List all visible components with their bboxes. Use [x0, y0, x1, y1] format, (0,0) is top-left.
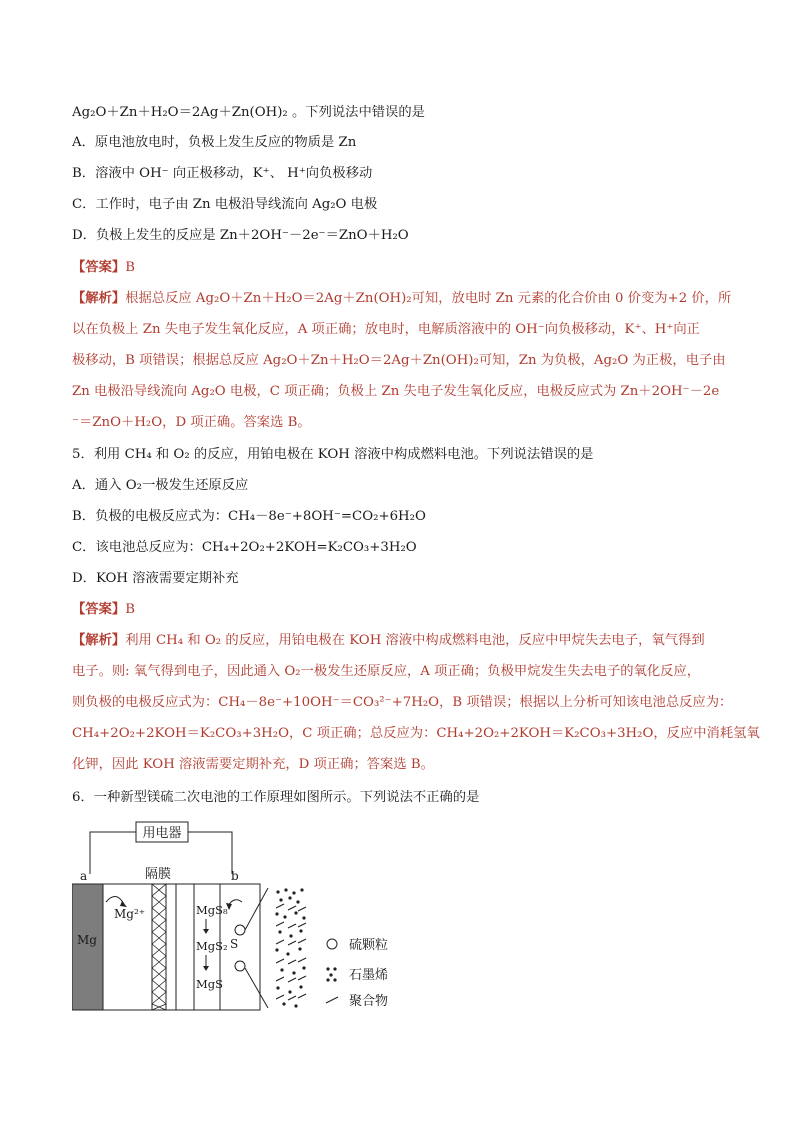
magnified-structure — [275, 888, 306, 1007]
answer-line-5 — [72, 601, 732, 619]
wire-right — [188, 832, 232, 874]
mgs-label: MgS — [196, 977, 224, 991]
question6-stem: 6．一种新型镁硫二次电池的工作原理如图所示。下列说法不正确的是 — [72, 790, 480, 805]
explanation-tag: 【解析】 — [72, 633, 126, 648]
battery-diagram — [72, 818, 412, 1018]
legend-sulfur-icon — [327, 939, 337, 949]
explanation-4-line1 — [72, 290, 732, 308]
answer-value: B — [125, 260, 135, 275]
mgs2-label: MgS₂ — [196, 939, 228, 953]
membrane — [152, 884, 166, 1010]
answer-line-4 — [72, 259, 732, 277]
explanation-4-line2: 以在负极上 Zn 失电子发生氧化反应，A 项正确；放电时，电解质溶液中的 OH⁻向负极移动，K⁺、H⁺向正 — [72, 322, 700, 337]
explanation-tag: 【解析】 — [72, 291, 126, 306]
answer-tag: 【答案】 — [72, 602, 126, 617]
question5-stem: 5．利用 CH₄ 和 O₂ 的反应，用铂电极在 KOH 溶液中构成燃料电池。下列说法错误的是 — [72, 447, 594, 462]
device-label: 用电器 — [142, 826, 182, 841]
legend-graphene-icon — [326, 967, 336, 981]
mg-electrode-label: Mg — [77, 933, 97, 947]
mg-ion-label: Mg²⁺ — [114, 907, 146, 921]
question5-option-a: A．通入 O₂一极发生还原反应 — [72, 478, 249, 493]
explanation-5-line4: CH₄+2O₂+2KOH＝K₂CO₃+3H₂O，C 项正确；总反应为：CH₄+2O₂+2KOH＝K₂CO₃+3H₂O，反应中消耗氢氧 — [72, 726, 760, 741]
mgs8-label: MgS₈ — [196, 903, 228, 917]
question4-option-b: B．溶液中 OH⁻ 向正极移动，K⁺、 H⁺向负极移动 — [72, 166, 373, 181]
question4-option-a: A．原电池放电时，负极上发生反应的物质是 Zn — [72, 135, 357, 150]
membrane-label: 隔膜 — [144, 867, 172, 882]
explanation-4-line3: 极移动，B 项错误；根据总反应 Ag₂O＋Zn＋H₂O＝2Ag＋Zn(OH)₂可知，Zn 为负极，Ag₂O 为正极，电子由 — [72, 353, 726, 368]
explanation-5-line1 — [72, 632, 732, 650]
explanation-5-line2: 电子。则: 氧气得到电子，因此通入 O₂一极发生还原反应，A 项正确；负极甲烷发生失去电子的氧化反应， — [72, 664, 701, 679]
mg-electrode — [72, 884, 103, 1010]
explanation-5-line3: 则负极的电极反应式为：CH₄－8e⁻+10OH⁻＝CO₃²⁻+7H₂O，B 项错误；根据以上分析可知该电池总反应为： — [72, 695, 733, 710]
wire-left — [90, 832, 136, 874]
legend-polymer-label: 聚合物 — [349, 994, 389, 1009]
question5-option-b: B．负极的电极反应式为：CH₄－8e⁻+8OH⁻=CO₂+6H₂O — [72, 509, 426, 524]
question4-option-c: C．工作时，电子由 Zn 电极沿导线流向 Ag₂O 电极 — [72, 197, 378, 212]
question4-stem-tail: Ag₂O＋Zn＋H₂O＝2Ag＋Zn(OH)₂ 。下列说法中错误的是 — [72, 105, 425, 120]
s-label: S — [230, 937, 239, 951]
legend-polymer-icon — [326, 997, 338, 1003]
answer-value: B — [125, 602, 135, 617]
legend-sulfur-label: 硫颗粒 — [349, 938, 389, 953]
explanation-4-line4: Zn 电极沿导线流向 Ag₂O 电极，C 项正确；负极上 Zn 失电子发生氧化反应，电极反应式为 Zn＋2OH⁻－2e — [72, 384, 720, 399]
sulfur-particle-1 — [235, 925, 245, 935]
explanation-4-line5: ⁻＝ZnO＋H₂O，D 项正确。答案选 B。 — [72, 415, 311, 430]
question5-option-d: D．KOH 溶液需要定期补充 — [72, 571, 239, 586]
explanation-5-line5: 化钾，因此 KOH 溶液需要定期补充，D 项正确；答案选 B。 — [72, 757, 434, 772]
legend-graphene-label: 石墨烯 — [349, 968, 389, 983]
explanation-text: 利用 CH₄ 和 O₂ 的反应，用铂电极在 KOH 溶液中构成燃料电池，反应中甲烷失去电子，氧气得到 — [125, 633, 705, 648]
sulfur-particle-2 — [235, 961, 245, 971]
question4-option-d: D．负极上发生的反应是 Zn＋2OH⁻－2e⁻＝ZnO＋H₂O — [72, 228, 409, 243]
electrode-a-label: a — [80, 869, 88, 883]
electrode-b-label: b — [231, 869, 239, 883]
explanation-text: 根据总反应 Ag₂O＋Zn＋H₂O＝2Ag＋Zn(OH)₂可知，放电时 Zn 元素的化合价由 0 价变为+2 价，所 — [125, 291, 732, 306]
answer-tag: 【答案】 — [72, 260, 126, 275]
question5-option-c: C．该电池总反应为：CH₄+2O₂+2KOH=K₂CO₃+3H₂O — [72, 540, 417, 555]
